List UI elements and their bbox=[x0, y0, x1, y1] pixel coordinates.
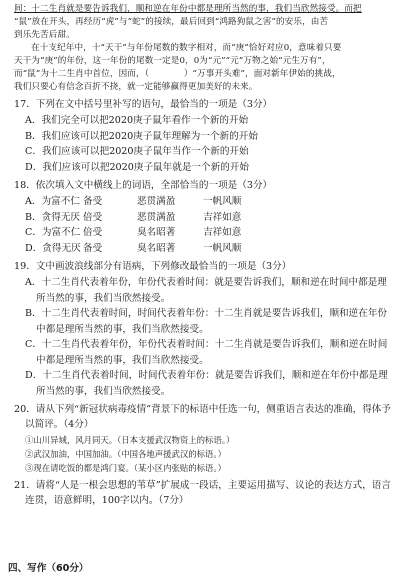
option-d: D．我们应该可以把2020庚子鼠年就是一个新的开始 bbox=[25, 161, 249, 173]
passage-line: 我们只要心有信念百折不挠，就一定能够赢得更加美好的未来。 bbox=[14, 82, 258, 92]
slogan-1: ①山川异域，风月同天。（日本支援武汉物资上的标语。） bbox=[25, 434, 235, 445]
word-3: 恶贯满盈 bbox=[137, 211, 176, 223]
section-heading-writing: 四、写作（60分） bbox=[8, 563, 89, 574]
passage-line: 在十支纪年中，十“天干”与年份尾数的数字相对，而“庚”恰好对应0，意味着只要 bbox=[31, 43, 342, 53]
word-4: 吉祥如意 bbox=[203, 227, 242, 238]
passage bbox=[14, 3, 403, 94]
option-b bbox=[14, 210, 403, 226]
option-c: C．我们应该可以把2020庚子鼠年当作一个新的开始 bbox=[25, 146, 249, 157]
option-line: C．十二生肖代表着年份，年份代表着时间：十二生肖就是要告诉我们，顺和逆在时间 bbox=[25, 339, 388, 350]
option-a bbox=[14, 194, 403, 210]
passage-line: 而“鼠”为十二生肖中首位，因而，（ ）“万事开头难”，面对新年伊始的挑战， bbox=[14, 69, 341, 79]
question-stem-cont: 连贯，语意鲜明，100字以内。（7分） bbox=[25, 494, 189, 506]
question-21 bbox=[14, 478, 403, 509]
word-2: 倍受 bbox=[83, 211, 103, 223]
slogan-2: ②武汉加油，中国加油。（中国各地声援武汉的标语。） bbox=[25, 448, 226, 459]
option-line: A．十二生肖代表着年份，年份代表着时间：就是要告诉我们，顺和逆在时间中都是理 bbox=[25, 277, 387, 288]
question-stem: 21．请将“人是一根会思想的苇草”扩展成一段话，主要运用描写、议论的表达方式，语言 bbox=[14, 479, 391, 491]
wavy-underlined-text: 间：十二生肖就是要告诉我们，顺和逆在年份中都是理所当然的事，我们当欣然接受。而把 bbox=[14, 4, 362, 14]
word-1: A．为富不仁 bbox=[25, 196, 80, 207]
option-b: B．我们应该可以把2020庚子鼠年理解为一个新的开始 bbox=[25, 130, 258, 142]
word-2: 倍受 bbox=[83, 227, 103, 238]
option-line: 所当然的事，我们当欣然接受。 bbox=[36, 292, 171, 304]
option-d bbox=[14, 368, 403, 399]
option-line: 中都是理所当然的事，我们当欣然接受。 bbox=[36, 323, 209, 335]
question-19 bbox=[14, 259, 403, 399]
word-3: 臭名昭著 bbox=[137, 227, 176, 238]
word-1: B．贪得无厌 bbox=[25, 211, 81, 223]
option-d bbox=[14, 241, 403, 257]
word-2: 备受 bbox=[83, 242, 103, 254]
option-line: 中都是理所当然的事，我们当欣然接受。 bbox=[36, 354, 209, 366]
word-4: 一帆风顺 bbox=[203, 242, 242, 254]
question-18 bbox=[14, 178, 403, 256]
word-3: 恶贯满盈 bbox=[137, 196, 176, 207]
question-stem: 20．请从下列“新冠状病毒疫情”背景下的标语中任选一句，侧重语言表达的准确，得体予 bbox=[14, 404, 391, 415]
word-4: 吉祥如意 bbox=[203, 211, 242, 223]
passage-line: 到乐先苦后甜。 bbox=[14, 30, 75, 40]
question-stem: 18．依次填入文中横线上的词语，全部恰当的一项是（3分） bbox=[14, 180, 273, 191]
word-3: 臭名昭著 bbox=[137, 242, 176, 254]
option-a bbox=[14, 275, 403, 306]
question-stem: 19．文中画波浪线部分有语病，下列修改最恰当的一项是（3分） bbox=[14, 261, 292, 272]
option-a: A．我们完全可以把2020庚子鼠年看作一个新的开始 bbox=[25, 115, 249, 126]
passage-line: “鼠”放在开头，再经历“虎”与“蛇”的接续，最后回到“鸿路狗鼠之害”的安乐，由苦 bbox=[14, 17, 329, 27]
slogan-3: ③现在请吃饭的都是鸿门宴。（某小区内张贴的标语。） bbox=[25, 462, 226, 473]
word-2: 备受 bbox=[83, 196, 103, 207]
option-c bbox=[14, 337, 403, 368]
word-1: D．贪得无厌 bbox=[25, 242, 81, 254]
passage-line bbox=[14, 3, 403, 16]
question-20 bbox=[14, 402, 403, 475]
word-1: C．为富不仁 bbox=[25, 227, 81, 238]
question-stem-cont: 以简评。（4分） bbox=[25, 419, 94, 430]
question-17 bbox=[14, 97, 403, 175]
passage-line: 天干为“庚”的年份，这一年份的尾数一定是0，0为“元”“元”万物之始“元生万有”， bbox=[14, 56, 331, 66]
word-4: 一帆风顺 bbox=[203, 196, 242, 207]
option-b bbox=[14, 306, 403, 337]
option-c bbox=[14, 225, 403, 241]
option-line: D．十二生肖代表着时间，时间代表着年份：就是要告诉我们，顺和逆在年份中都是理 bbox=[25, 370, 388, 381]
option-line: B．十二生肖代表着时间，时间代表着年份：十二生肖就是要告诉我们，顺和逆在年份 bbox=[25, 308, 388, 319]
option-line: 所当然的事，我们当欣然接受。 bbox=[36, 385, 171, 397]
question-stem: 17．下列在文中括号里补写的语句，最恰当的一项是（3分） bbox=[14, 99, 273, 110]
